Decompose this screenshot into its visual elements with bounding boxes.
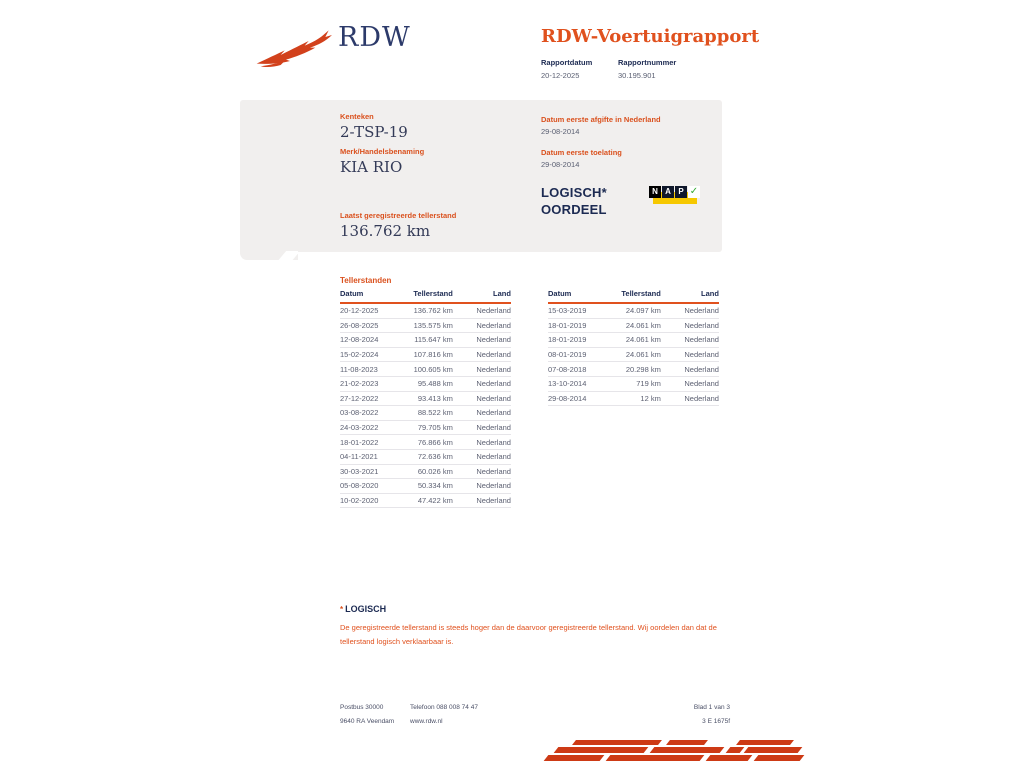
table-cell: 05-08-2020	[340, 481, 379, 491]
table-cell: 24.061 km	[625, 350, 661, 360]
table-cell: 27-12-2022	[340, 393, 379, 403]
table-cell: Nederland	[476, 379, 511, 389]
rapportdatum-field	[541, 58, 596, 80]
table-cell: 03-08-2022	[340, 408, 379, 418]
table-cell: 24.061 km	[625, 320, 661, 330]
tellerstanden-table-left	[340, 289, 511, 508]
table-row	[548, 333, 719, 348]
table-row	[548, 319, 719, 334]
table-cell: Nederland	[476, 452, 511, 462]
laatste-tellerstand-label: Laatst geregistreerde tellerstand	[340, 211, 457, 220]
table-row	[548, 348, 719, 363]
table-cell: Nederland	[476, 481, 511, 491]
table-row	[548, 392, 719, 407]
note-body: De geregistreerde tellerstand is steeds hoger dan de daarvoor geregistreerde tellerstand. Wij oordelen dan dat de tellerstand logisch verklaarbaar is.	[340, 623, 717, 646]
toelating-value: 29-08-2014	[541, 160, 580, 169]
footer-address	[340, 701, 394, 728]
afgifte-label: Datum eerste afgifte in Nederland	[541, 115, 661, 124]
nap-logo-icon	[648, 184, 698, 208]
table-cell: Nederland	[684, 320, 719, 330]
infobox-corner-tab	[240, 251, 298, 260]
table-cell: 79.705 km	[417, 423, 453, 433]
oordeel-badge	[541, 184, 607, 218]
table-cell: 95.488 km	[417, 379, 453, 389]
vehicle-info-box	[240, 100, 722, 252]
table-cell: 100.605 km	[413, 364, 453, 374]
table-cell: 72.636 km	[417, 452, 453, 462]
table-cell: 18-01-2022	[340, 437, 379, 447]
table-cell: 93.413 km	[417, 393, 453, 403]
table-row	[340, 319, 511, 334]
oordeel-line2: OORDEEL	[541, 202, 607, 217]
table-cell: Nederland	[684, 335, 719, 345]
table-cell: Nederland	[476, 335, 511, 345]
table-body	[548, 304, 719, 406]
footer-address-line1: Postbus 30000	[340, 704, 384, 711]
table-cell: 719 km	[636, 379, 661, 389]
table-cell: 24.061 km	[625, 335, 661, 345]
footer-website: www.rdw.nl	[410, 717, 443, 725]
table-cell: 13-10-2014	[548, 379, 587, 389]
table-cell: Nederland	[476, 408, 511, 418]
table-cell: Nederland	[476, 364, 511, 374]
table-cell: 76.866 km	[417, 437, 453, 447]
table-row	[340, 304, 511, 319]
table-cell: 15-02-2024	[340, 350, 379, 360]
column-header-tellerstand: Tellerstand	[413, 289, 453, 298]
column-header-tellerstand: Tellerstand	[621, 289, 661, 298]
table-cell: 15-03-2019	[548, 306, 587, 316]
table-cell: 24.097 km	[625, 306, 661, 316]
table-header	[548, 289, 719, 304]
nap-checkmark-icon: ✓	[689, 186, 699, 197]
table-row	[548, 362, 719, 377]
note-title	[340, 604, 732, 614]
laatste-tellerstand-field	[340, 211, 456, 240]
table-cell: 115.647 km	[414, 335, 453, 345]
footer-page-number: Blad 1 van 3	[693, 704, 730, 711]
table-row	[340, 348, 511, 363]
table-cell: Nederland	[684, 364, 719, 374]
table-cell: Nederland	[684, 306, 719, 316]
merk-value: KIA RIO	[340, 158, 403, 176]
rapportnummer-label: Rapportnummer	[618, 58, 677, 67]
afgifte-field	[541, 115, 661, 136]
table-row	[548, 304, 719, 319]
merk-field	[340, 147, 424, 176]
toelating-label: Datum eerste toelating	[541, 148, 622, 157]
table-cell: Nederland	[476, 423, 511, 433]
kenteken-field	[340, 112, 408, 141]
table-cell: 12 km	[640, 393, 661, 403]
table-cell: 26-08-2025	[340, 320, 379, 330]
table-cell: 88.522 km	[417, 408, 453, 418]
nap-letter-n: N	[649, 186, 661, 198]
afgifte-value: 29-08-2014	[541, 127, 580, 136]
table-cell: 135.575 km	[413, 320, 453, 330]
table-cell: 47.422 km	[417, 496, 453, 506]
table-cell: 12-08-2024	[340, 335, 379, 345]
table-row	[340, 435, 511, 450]
note-asterisk: *	[340, 605, 344, 614]
table-cell: 20.298 km	[625, 364, 661, 374]
table-cell: 04-11-2021	[340, 452, 378, 462]
rapportdatum-value: 20-12-2025	[541, 71, 580, 80]
table-cell: 50.334 km	[417, 481, 453, 491]
table-row	[548, 377, 719, 392]
column-header-datum: Datum	[340, 289, 364, 298]
kenteken-value: 2-TSP-19	[340, 123, 408, 141]
kenteken-label: Kenteken	[340, 112, 374, 121]
table-cell: Nederland	[476, 350, 511, 360]
footer-address-line2: 9640 RA Veendam	[340, 717, 395, 725]
oordeel-line1: LOGISCH*	[541, 185, 607, 200]
table-cell: 20-12-2025	[340, 306, 379, 316]
note-title-text: LOGISCH	[345, 604, 387, 614]
toelating-field	[541, 148, 622, 169]
table-cell: 136.762 km	[413, 306, 453, 316]
table-cell: Nederland	[476, 320, 511, 330]
table-cell: 107.816 km	[413, 350, 453, 360]
page-title: RDW-Voertuigrapport	[541, 26, 760, 47]
table-cell: Nederland	[684, 350, 719, 360]
table-cell: 29-08-2014	[548, 393, 587, 403]
column-header-land: Land	[701, 289, 719, 298]
table-cell: 60.026 km	[417, 466, 453, 476]
table-row	[340, 333, 511, 348]
table-cell: 21-02-2023	[340, 379, 379, 389]
table-cell: Nederland	[476, 393, 511, 403]
rdw-logo-wordmark: RDW	[338, 22, 411, 53]
table-body	[340, 304, 511, 508]
table-cell: 18-01-2019	[548, 320, 587, 330]
tellerstanden-table-right	[548, 289, 719, 406]
rapportdatum-label: Rapportdatum	[541, 58, 593, 67]
table-row	[340, 479, 511, 494]
footer-phone: Telefoon 088 008 74 47	[410, 704, 478, 711]
nap-letter-a: A	[662, 186, 674, 198]
table-cell: 08-01-2019	[548, 350, 587, 360]
table-cell: 18-01-2019	[548, 335, 587, 345]
logisch-note	[340, 604, 732, 649]
table-cell: Nederland	[476, 437, 511, 447]
table-cell: Nederland	[476, 496, 511, 506]
rdw-eagle-icon	[254, 26, 334, 72]
footer-form-code: 3 E 1675f	[702, 717, 730, 725]
table-cell: 07-08-2018	[548, 364, 587, 374]
table-cell: Nederland	[684, 393, 719, 403]
table-row	[340, 406, 511, 421]
table-row	[340, 465, 511, 480]
table-cell: 24-03-2022	[340, 423, 379, 433]
footer-pagination	[620, 701, 730, 728]
tellerstanden-title: Tellerstanden	[340, 276, 392, 285]
table-row	[340, 392, 511, 407]
table-row	[340, 377, 511, 392]
table-row	[340, 450, 511, 465]
nap-letter-p: P	[675, 186, 687, 198]
table-cell: Nederland	[684, 379, 719, 389]
table-row	[340, 362, 511, 377]
rapportnummer-value: 30.195.901	[618, 71, 656, 80]
table-cell: 10-02-2020	[340, 496, 379, 506]
laatste-tellerstand-value: 136.762 km	[340, 222, 431, 240]
table-row	[340, 494, 511, 509]
merk-label: Merk/Handelsbenaming	[340, 147, 425, 156]
table-cell: 30-03-2021	[340, 466, 379, 476]
rapportnummer-field	[618, 58, 676, 80]
table-cell: Nederland	[476, 466, 511, 476]
table-header	[340, 289, 511, 304]
decorative-stripes-art	[540, 738, 808, 768]
column-header-land: Land	[493, 289, 511, 298]
footer-contact	[410, 701, 478, 728]
table-cell: Nederland	[476, 306, 511, 316]
table-cell: 11-08-2023	[340, 364, 378, 374]
table-row	[340, 421, 511, 436]
column-header-datum: Datum	[548, 289, 572, 298]
report-meta	[541, 58, 676, 80]
